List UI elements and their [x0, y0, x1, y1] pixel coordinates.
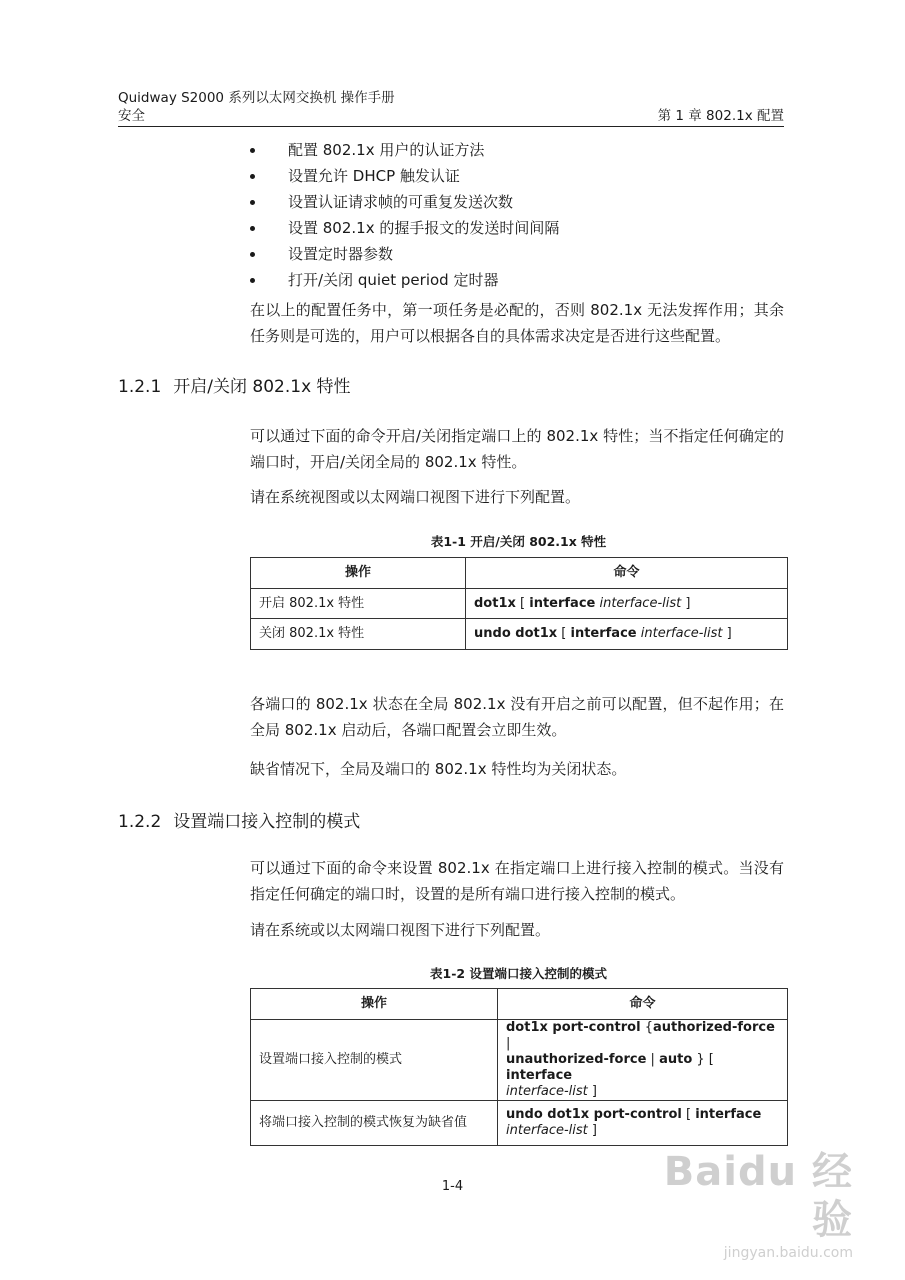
- header-section: 安全: [118, 108, 145, 124]
- operation-cell: 将端口接入控制的模式恢复为缺省值: [251, 1101, 498, 1146]
- bullet-icon: [250, 148, 255, 153]
- table-1-caption: 表1-1 开启/关闭 802.1x 特性: [430, 534, 607, 549]
- list-item: 配置 802.1x 用户的认证方法: [250, 137, 784, 163]
- bullet-icon: [250, 200, 255, 205]
- table-1: [250, 557, 788, 650]
- bullet-icon: [250, 174, 255, 179]
- section1-paragraph-4: 缺省情况下，全局及端口的 802.1x 特性均为关闭状态。: [250, 760, 627, 778]
- command-cell: dot1x port-control {authorized-force | unauthorized-force | auto } [ interface interface-list ]: [498, 1020, 788, 1101]
- column-header-command: 命令: [498, 989, 788, 1020]
- intro-paragraph: 在以上的配置任务中，第一项任务是必配的，否则 802.1x 无法发挥作用；其余任务则是可选的，用户可以根据各自的具体需求决定是否进行这些配置。: [250, 301, 784, 345]
- section-heading-1-2-1: 1.2.1 开启/关闭 802.1x 特性: [118, 377, 351, 397]
- header-rule: [118, 126, 784, 127]
- list-item: 打开/关闭 quiet period 定时器: [250, 267, 784, 293]
- watermark: [653, 1148, 853, 1262]
- task-list: [250, 137, 784, 293]
- table-row: [251, 1020, 788, 1101]
- watermark-url: jingyan.baidu.com: [723, 1245, 853, 1261]
- table-row: [251, 1101, 788, 1146]
- table-header-row: [251, 558, 788, 589]
- list-item: 设置认证请求帧的可重复发送次数: [250, 189, 784, 215]
- command-cell: dot1x [ interface interface-list ]: [466, 589, 788, 619]
- table-2-caption: 表1-2 设置端口接入控制的模式: [430, 966, 607, 981]
- section2-paragraph-2: 请在系统或以太网端口视图下进行下列配置。: [250, 921, 551, 939]
- watermark-logo: Baidu 经验: [663, 1149, 853, 1243]
- table-2: [250, 988, 788, 1146]
- section1-paragraph-3: 各端口的 802.1x 状态在全局 802.1x 没有开启之前可以配置，但不起作用；在全局 802.1x 启动后，各端口配置会立即生效。: [250, 695, 784, 739]
- column-header-operation: 操作: [251, 989, 498, 1020]
- operation-cell: 开启 802.1x 特性: [251, 589, 466, 619]
- list-item: 设置允许 DHCP 触发认证: [250, 163, 784, 189]
- operation-cell: 关闭 802.1x 特性: [251, 619, 466, 650]
- bullet-icon: [250, 278, 255, 283]
- section2-paragraph-1: 可以通过下面的命令来设置 802.1x 在指定端口上进行接入控制的模式。当没有指定任何确定的端口时，设置的是所有端口进行接入控制的模式。: [250, 859, 784, 903]
- header-chapter: 第 1 章 802.1x 配置: [657, 108, 784, 124]
- bullet-icon: [250, 252, 255, 257]
- page-number: 1-4: [441, 1179, 464, 1194]
- table-row: [251, 589, 788, 619]
- section1-paragraph-1: 可以通过下面的命令开启/关闭指定端口上的 802.1x 特性；当不指定任何确定的端口时，开启/关闭全局的 802.1x 特性。: [250, 427, 784, 471]
- list-item: 设置 802.1x 的握手报文的发送时间间隔: [250, 215, 784, 241]
- command-cell: undo dot1x port-control [ interface interface-list ]: [498, 1101, 788, 1146]
- section-heading-1-2-2: 1.2.2 设置端口接入控制的模式: [118, 812, 361, 832]
- table-row: [251, 619, 788, 650]
- bullet-icon: [250, 226, 255, 231]
- header-title: Quidway S2000 系列以太网交换机 操作手册: [118, 90, 395, 106]
- table-header-row: [251, 989, 788, 1020]
- operation-cell: 设置端口接入控制的模式: [251, 1020, 498, 1101]
- column-header-command: 命令: [466, 558, 788, 589]
- list-item: 设置定时器参数: [250, 241, 784, 267]
- command-cell: undo dot1x [ interface interface-list ]: [466, 619, 788, 650]
- column-header-operation: 操作: [251, 558, 466, 589]
- section1-paragraph-2: 请在系统视图或以太网端口视图下进行下列配置。: [250, 488, 581, 506]
